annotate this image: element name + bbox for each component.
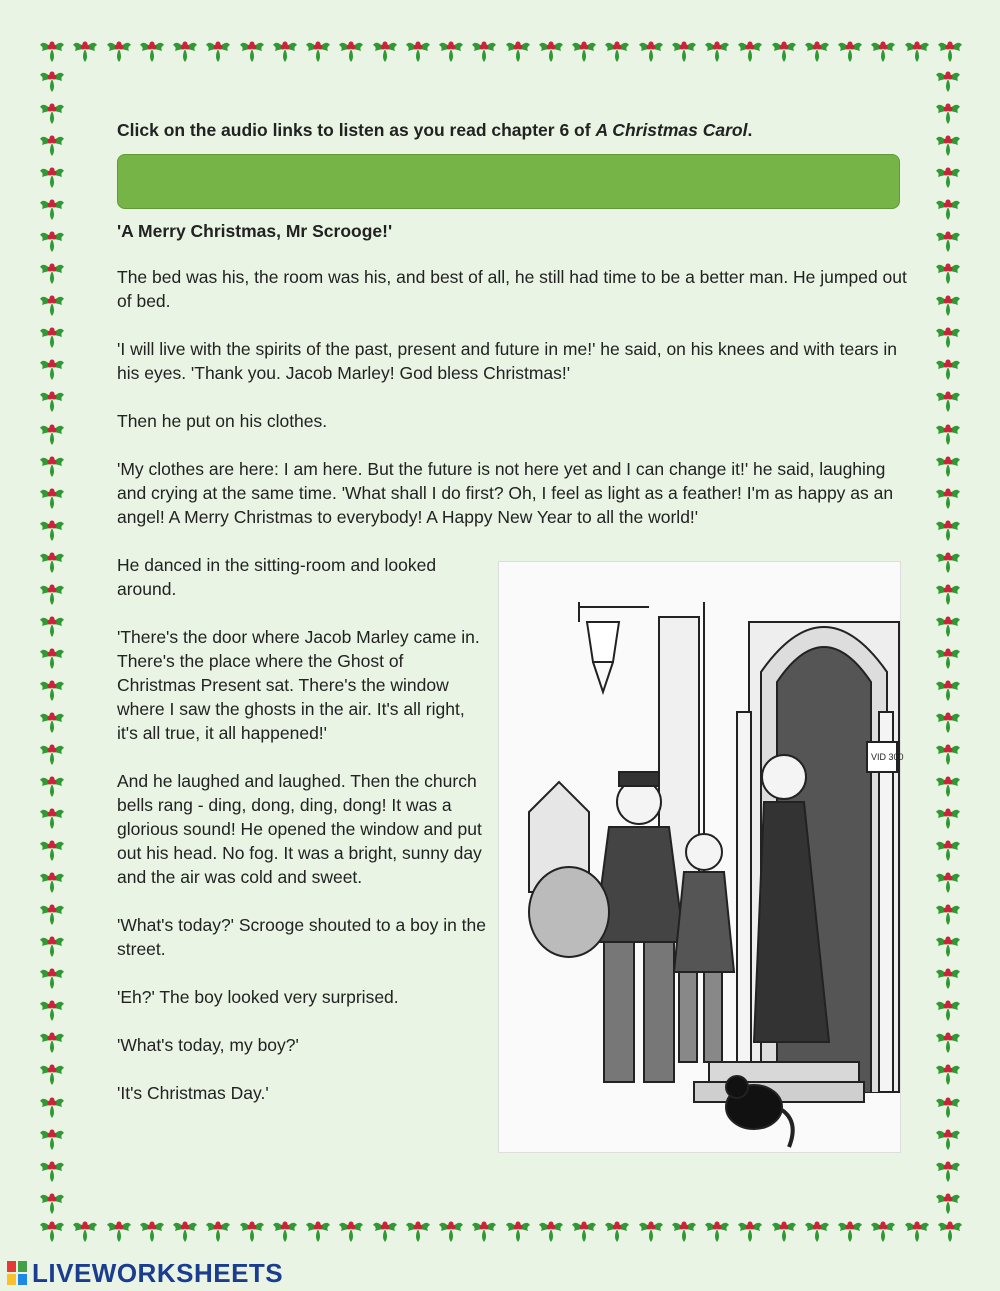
logo-badge-icon: [6, 1260, 28, 1286]
intro-text-end: .: [747, 120, 753, 140]
holly-icon: [38, 129, 66, 157]
holly-icon: [38, 578, 66, 606]
holly-icon: [204, 35, 232, 63]
story-paragraph: 'I will live with the spirits of the past, present and future in me!' he said, on his knees and with tears in his eyes. 'Thank you. Jacob Marley! God bless Christmas!': [117, 339, 897, 383]
holly-icon: [404, 1215, 432, 1243]
holly-icon: [204, 1215, 232, 1243]
story-paragraph: Then he put on his clothes.: [117, 411, 328, 431]
holly-icon: [304, 1215, 332, 1243]
book-title: A Christmas Carol: [595, 120, 748, 140]
holly-icon: [437, 1215, 465, 1243]
holly-icon: [803, 1215, 831, 1243]
holly-icon: [934, 257, 962, 285]
holly-icon: [71, 35, 99, 63]
holly-icon: [736, 35, 764, 63]
holly-icon: [637, 35, 665, 63]
holly-icon: [869, 35, 897, 63]
holly-icon: [38, 321, 66, 349]
holly-icon: [637, 1215, 665, 1243]
holly-icon: [504, 35, 532, 63]
holly-border-left: [38, 65, 68, 1215]
chapter-title: 'A Merry Christmas, Mr Scrooge!': [117, 221, 393, 241]
holly-icon: [934, 706, 962, 734]
holly-icon: [38, 257, 66, 285]
holly-icon: [934, 1187, 962, 1215]
holly-icon: [38, 353, 66, 381]
holly-icon: [603, 1215, 631, 1243]
holly-icon: [38, 674, 66, 702]
holly-icon: [570, 35, 598, 63]
holly-icon: [38, 802, 66, 830]
holly-icon: [770, 35, 798, 63]
holly-icon: [934, 802, 962, 830]
holly-icon: [934, 546, 962, 574]
holly-icon: [836, 35, 864, 63]
holly-icon: [934, 674, 962, 702]
holly-icon: [934, 770, 962, 798]
holly-icon: [138, 1215, 166, 1243]
holly-icon: [934, 1091, 962, 1119]
holly-icon: [934, 1058, 962, 1086]
holly-icon: [38, 962, 66, 990]
holly-icon: [337, 1215, 365, 1243]
holly-icon: [38, 1026, 66, 1054]
holly-icon: [934, 738, 962, 766]
holly-icon: [404, 35, 432, 63]
liveworksheets-logo[interactable]: [6, 1258, 283, 1288]
holly-icon: [504, 1215, 532, 1243]
story-paragraph: 'There's the door where Jacob Marley came in. There's the place where the Ghost of Christmas Present sat. There's the window where I saw the ghosts in the air. It's all right, it's all true, it all happened!': [117, 627, 480, 743]
holly-icon: [934, 161, 962, 189]
holly-icon: [38, 1058, 66, 1086]
holly-icon: [934, 642, 962, 670]
holly-icon: [238, 35, 266, 63]
holly-icon: [371, 1215, 399, 1243]
shop-sign-text: VID 300: [871, 752, 904, 762]
holly-icon: [934, 898, 962, 926]
holly-icon: [603, 35, 631, 63]
holly-icon: [337, 35, 365, 63]
holly-icon: [171, 1215, 199, 1243]
holly-icon: [271, 1215, 299, 1243]
holly-icon: [934, 1123, 962, 1151]
holly-icon: [38, 706, 66, 734]
scrooge-door-illustration: [498, 561, 904, 1153]
holly-icon: [38, 418, 66, 446]
holly-icon: [38, 161, 66, 189]
intro-text: Click on the audio links to listen as you read chapter 6 of: [117, 120, 596, 140]
holly-icon: [934, 225, 962, 253]
holly-icon: [38, 610, 66, 638]
holly-border-bottom: [38, 1215, 964, 1245]
holly-icon: [934, 994, 962, 1022]
holly-border-right: [934, 65, 964, 1215]
holly-icon: [934, 65, 962, 93]
story-text-full: [117, 265, 907, 529]
holly-icon: [38, 385, 66, 413]
holly-icon: [38, 898, 66, 926]
story-paragraph: 'What's today, my boy?': [117, 1035, 299, 1055]
holly-icon: [703, 35, 731, 63]
holly-icon: [38, 97, 66, 125]
holly-icon: [934, 1026, 962, 1054]
holly-icon: [934, 418, 962, 446]
holly-icon: [836, 1215, 864, 1243]
holly-icon: [38, 450, 66, 478]
holly-icon: [38, 770, 66, 798]
holly-icon: [570, 1215, 598, 1243]
holly-icon: [38, 514, 66, 542]
holly-icon: [105, 1215, 133, 1243]
story-paragraph: 'Eh?' The boy looked very surprised.: [117, 987, 399, 1007]
holly-icon: [736, 1215, 764, 1243]
story-text-narrow: [117, 553, 487, 1105]
holly-icon: [936, 1215, 964, 1243]
holly-icon: [934, 866, 962, 894]
holly-icon: [38, 546, 66, 574]
audio-player-bar[interactable]: [117, 154, 900, 209]
illustration-icon: [499, 562, 904, 1152]
holly-icon: [38, 1123, 66, 1151]
holly-icon: [271, 35, 299, 63]
holly-icon: [670, 35, 698, 63]
holly-icon: [934, 193, 962, 221]
holly-icon: [803, 35, 831, 63]
holly-icon: [38, 1215, 66, 1243]
holly-icon: [71, 1215, 99, 1243]
holly-icon: [38, 289, 66, 317]
holly-icon: [238, 1215, 266, 1243]
holly-icon: [934, 385, 962, 413]
holly-icon: [537, 1215, 565, 1243]
story-paragraph: The bed was his, the room was his, and best of all, he still had time to be a better man. He jumped out of bed.: [117, 267, 907, 311]
holly-icon: [934, 1155, 962, 1183]
holly-icon: [934, 610, 962, 638]
story-paragraph: And he laughed and laughed. Then the church bells rang - ding, dong, ding, dong! It was a glorious sound! He opened the window and put out his head. No fog. It was a bright, sunny day and the air was cold and sweet.: [117, 771, 482, 887]
holly-border-top: [38, 35, 964, 65]
holly-icon: [38, 834, 66, 862]
story-paragraph: 'It's Christmas Day.': [117, 1083, 269, 1103]
holly-icon: [105, 35, 133, 63]
holly-icon: [38, 642, 66, 670]
holly-icon: [38, 866, 66, 894]
intro-instruction: [117, 118, 907, 142]
holly-icon: [934, 353, 962, 381]
holly-icon: [537, 35, 565, 63]
holly-icon: [934, 321, 962, 349]
logo-text: LIVEWORKSHEETS: [32, 1257, 284, 1288]
holly-icon: [38, 35, 66, 63]
holly-icon: [171, 35, 199, 63]
holly-icon: [38, 1187, 66, 1215]
holly-icon: [934, 514, 962, 542]
story-paragraph: 'What's today?' Scrooge shouted to a boy in the street.: [117, 915, 487, 959]
holly-icon: [670, 1215, 698, 1243]
holly-icon: [38, 1155, 66, 1183]
holly-icon: [38, 738, 66, 766]
holly-icon: [934, 450, 962, 478]
story-paragraph: 'My clothes are here: I am here. But the future is not here yet and I can change it!' he said, laughing and crying at the same time. 'What shall I do first? Oh, I feel as light as a feather! I'm as happy as an angel! A Merry Christmas to everybody! A Happy New Year to all the world!': [117, 459, 894, 527]
holly-icon: [934, 129, 962, 157]
holly-icon: [770, 1215, 798, 1243]
holly-icon: [470, 35, 498, 63]
holly-icon: [934, 962, 962, 990]
holly-icon: [934, 289, 962, 317]
holly-icon: [38, 930, 66, 958]
holly-icon: [934, 578, 962, 606]
holly-icon: [304, 35, 332, 63]
holly-icon: [936, 35, 964, 63]
holly-icon: [38, 65, 66, 93]
holly-icon: [38, 1091, 66, 1119]
holly-icon: [703, 1215, 731, 1243]
holly-icon: [38, 225, 66, 253]
holly-icon: [903, 1215, 931, 1243]
holly-icon: [903, 35, 931, 63]
holly-icon: [934, 97, 962, 125]
holly-icon: [38, 482, 66, 510]
holly-icon: [470, 1215, 498, 1243]
holly-icon: [437, 35, 465, 63]
holly-icon: [371, 35, 399, 63]
holly-icon: [138, 35, 166, 63]
holly-icon: [38, 193, 66, 221]
holly-icon: [934, 482, 962, 510]
story-paragraph: He danced in the sitting-room and looked around.: [117, 555, 437, 599]
holly-icon: [38, 994, 66, 1022]
holly-icon: [934, 834, 962, 862]
holly-icon: [869, 1215, 897, 1243]
holly-icon: [934, 930, 962, 958]
